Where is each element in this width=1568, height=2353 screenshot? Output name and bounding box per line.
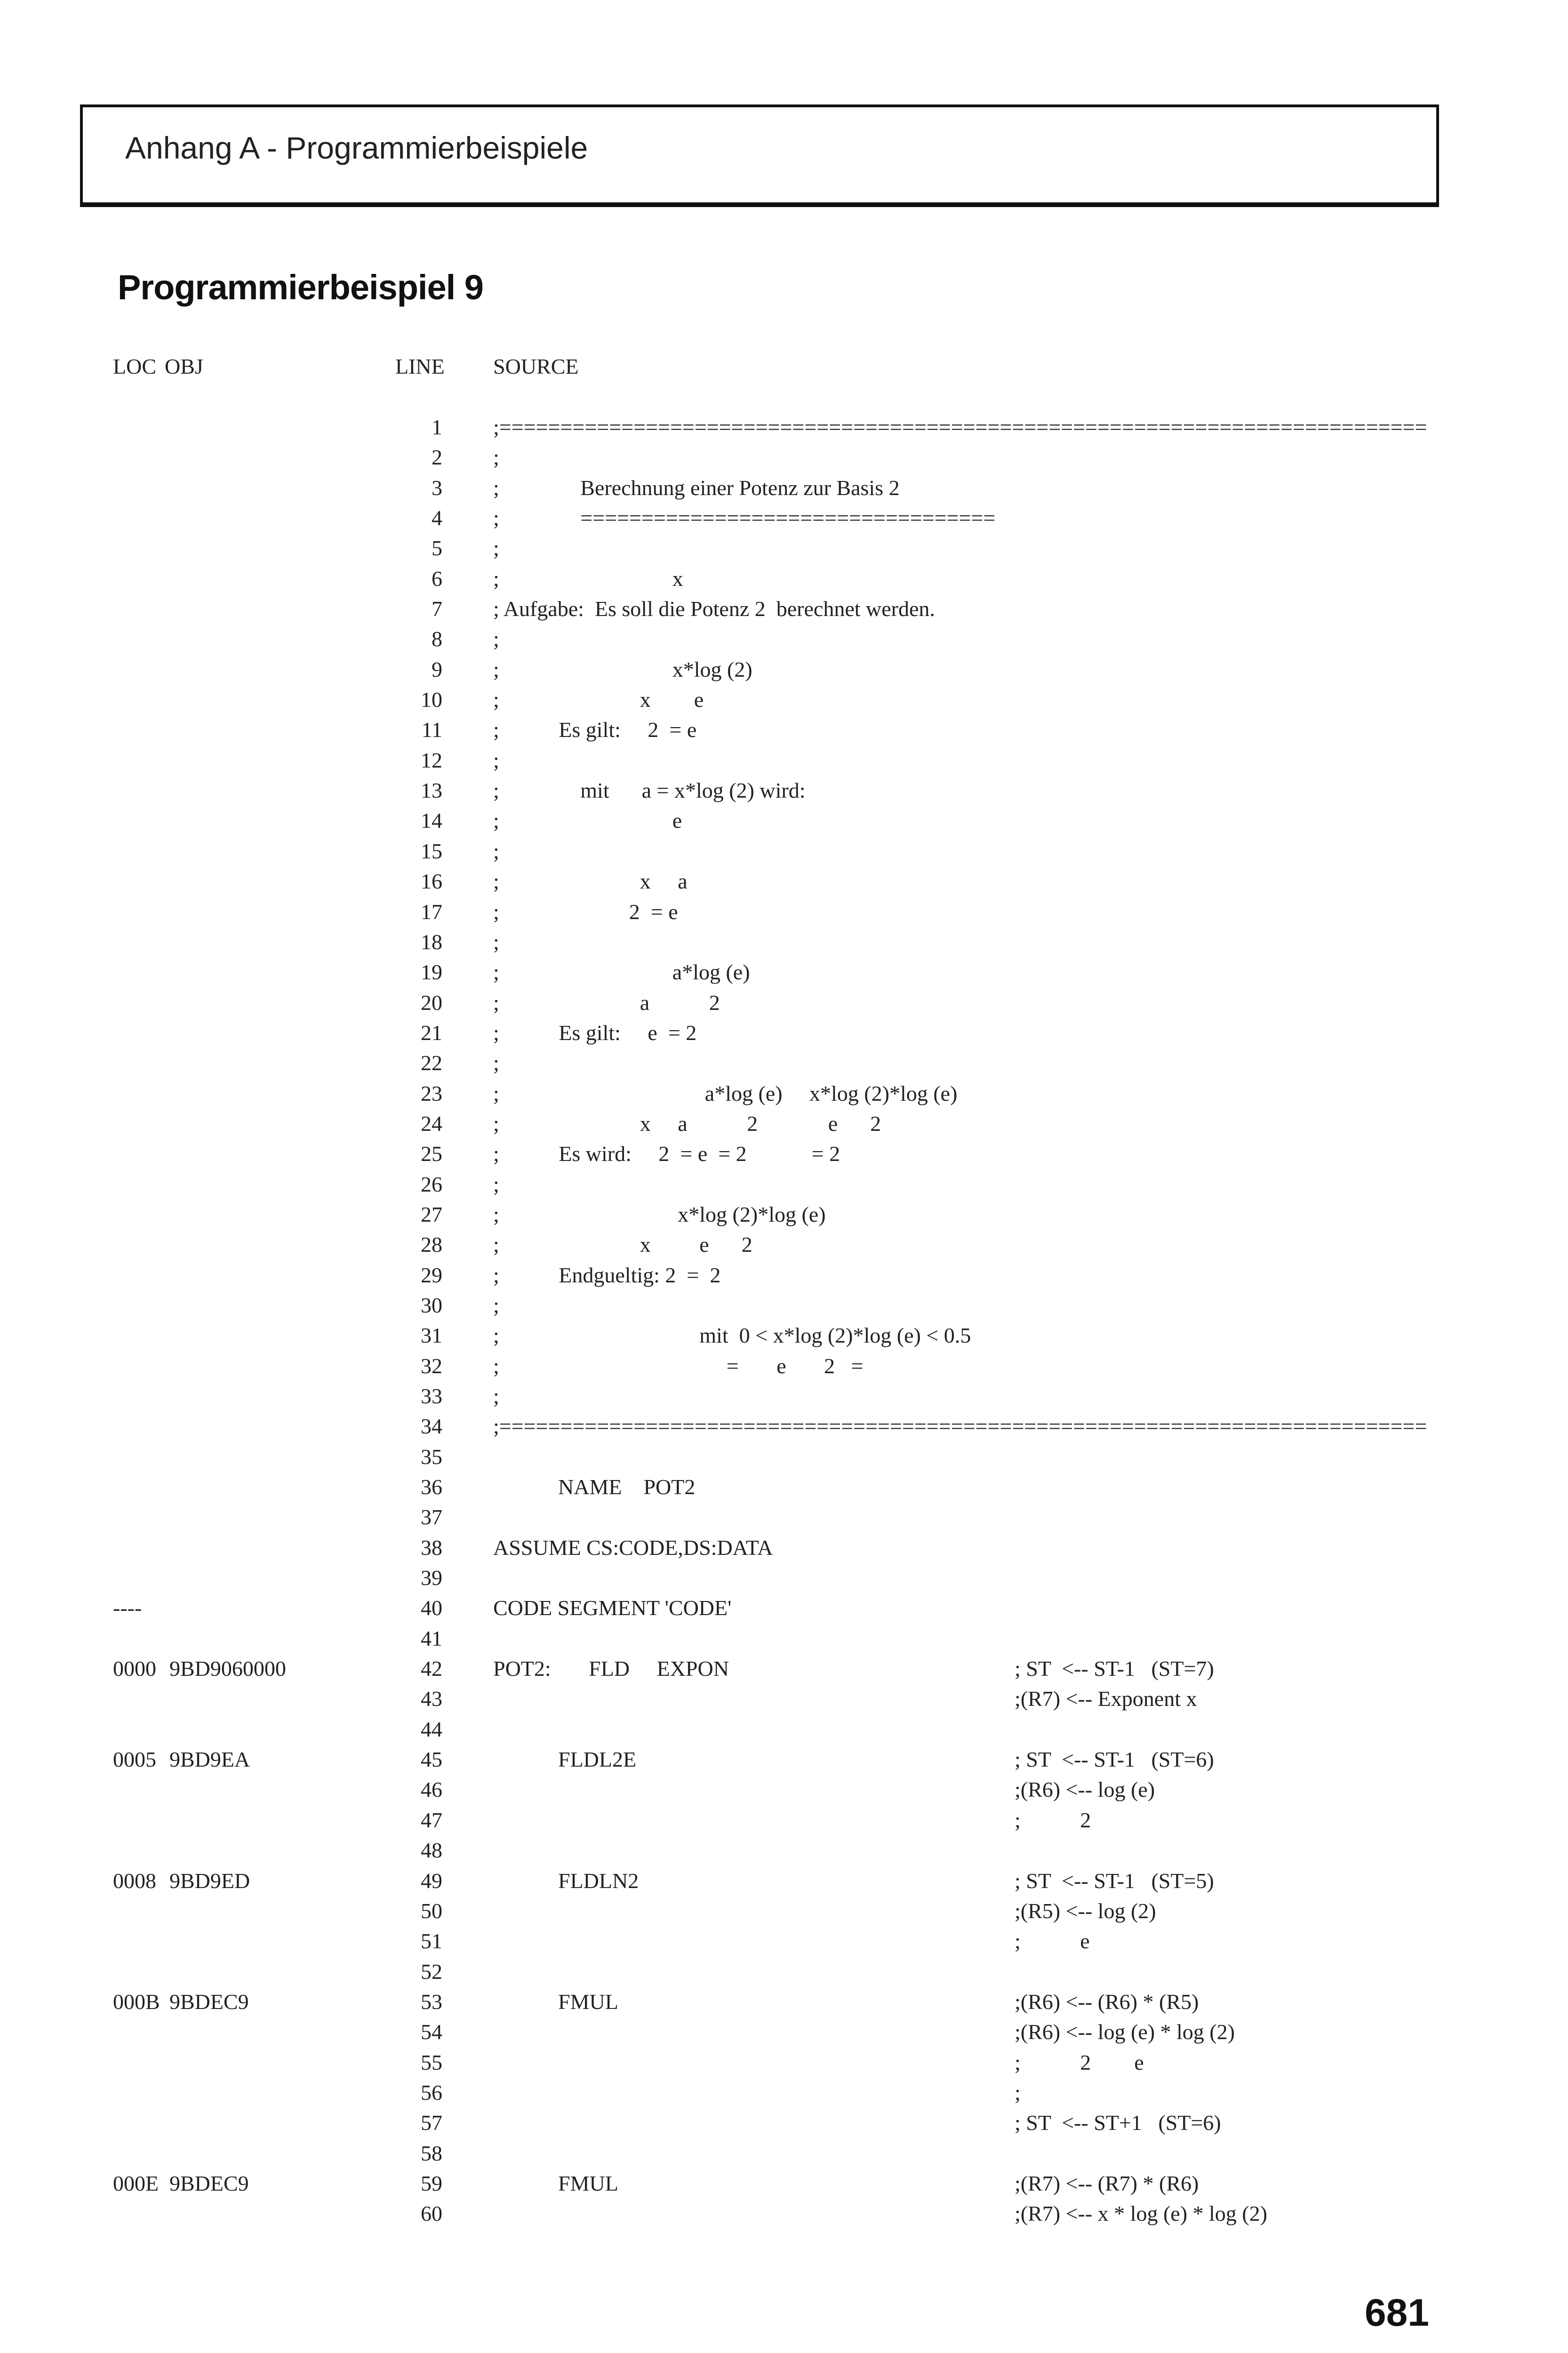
- line-number: 5: [432, 536, 442, 560]
- code-comment: ; 2 e: [1015, 2050, 1144, 2074]
- line-number: 18: [421, 929, 442, 954]
- listing-row: [0, 927, 1568, 957]
- listing-row: [0, 1896, 1568, 1926]
- listing-row: [0, 2108, 1568, 2138]
- line-number: 38: [421, 1535, 442, 1560]
- line-number: 1: [432, 415, 442, 439]
- source-code: ; x a: [493, 869, 688, 894]
- line-number: 37: [421, 1505, 442, 1529]
- listing-row: [0, 1714, 1568, 1745]
- listing-row: [0, 1502, 1568, 1532]
- obj-cell: 9BDEC9: [169, 2171, 249, 2195]
- line-number: 52: [421, 1959, 442, 1984]
- listing-row: [0, 685, 1568, 715]
- listing-row: [0, 2169, 1568, 2199]
- listing-row: [0, 655, 1568, 685]
- code-listing: [0, 412, 1568, 2229]
- source-code: ; mit 0 < x*log (2)*log (e) < 0.5: [493, 1323, 971, 1348]
- header-title: Anhang A - Programmierbeispiele: [125, 130, 588, 165]
- line-number: 35: [421, 1444, 442, 1469]
- listing-row: [0, 1866, 1568, 1896]
- line-number: 45: [421, 1747, 442, 1772]
- source-code: ; Es gilt: e = 2: [493, 1020, 697, 1045]
- source-code: ; Endgueltig: 2 = 2: [493, 1263, 721, 1287]
- line-number: 55: [421, 2050, 442, 2074]
- source-code: ;: [493, 1172, 499, 1196]
- code-comment: ;(R6) <-- log (e): [1015, 1777, 1155, 1802]
- line-number: 33: [421, 1384, 442, 1408]
- line-number: 54: [421, 2020, 442, 2044]
- source-code: ; x: [493, 566, 683, 591]
- line-number: 4: [432, 506, 442, 530]
- line-number: 56: [421, 2080, 442, 2105]
- listing-row: [0, 1654, 1568, 1684]
- listing-row: [0, 1957, 1568, 1987]
- listing-row: [0, 1018, 1568, 1048]
- code-comment: ; ST <-- ST-1 (ST=7): [1015, 1657, 1214, 1681]
- line-number: 59: [421, 2171, 442, 2195]
- line-number: 60: [421, 2201, 442, 2226]
- source-code: ;: [493, 839, 499, 863]
- listing-row: [0, 503, 1568, 533]
- line-number: 48: [421, 1838, 442, 1863]
- source-code: ; ==================================: [493, 506, 996, 530]
- listing-row: [0, 1139, 1568, 1169]
- listing-row: [0, 715, 1568, 745]
- line-number: 24: [421, 1111, 442, 1136]
- listing-row: [0, 897, 1568, 927]
- code-comment: ;(R5) <-- log (2): [1015, 1898, 1156, 1923]
- code-comment: ;(R7) <-- x * log (e) * log (2): [1015, 2201, 1267, 2226]
- loc-cell: ----: [113, 1596, 142, 1620]
- column-header-obj: OBJ: [165, 354, 203, 378]
- code-comment: ; ST <-- ST+1 (ST=6): [1015, 2111, 1221, 2135]
- source-code: ; x*log (2)*log (e): [493, 1202, 826, 1226]
- source-code: ;: [493, 536, 499, 560]
- line-number: 15: [421, 839, 442, 863]
- line-number: 47: [421, 1808, 442, 1832]
- code-comment: ; ST <-- ST-1 (ST=6): [1015, 1747, 1214, 1772]
- source-code: ; e: [493, 808, 682, 833]
- source-code: ;: [493, 445, 499, 470]
- line-number: 30: [421, 1293, 442, 1317]
- source-code: ;: [493, 1051, 499, 1075]
- source-code: ; x e 2: [493, 1233, 752, 1257]
- listing-row: [0, 442, 1568, 472]
- source-code: ; = e 2 =: [493, 1353, 864, 1378]
- line-number: 23: [421, 1081, 442, 1105]
- source-code: ;: [493, 748, 499, 772]
- listing-row: [0, 1593, 1568, 1623]
- listing-row: [0, 1926, 1568, 1956]
- line-number: 51: [421, 1929, 442, 1953]
- listing-row: [0, 2048, 1568, 2078]
- line-number: 22: [421, 1051, 442, 1075]
- listing-row: [0, 1169, 1568, 1200]
- source-code: ; a*log (e): [493, 960, 750, 984]
- obj-cell: 9BD9ED: [169, 1868, 250, 1893]
- line-number: 36: [421, 1475, 442, 1499]
- line-number: 11: [421, 718, 442, 742]
- listing-row: [0, 1351, 1568, 1381]
- line-number: 10: [421, 688, 442, 712]
- listing-row: [0, 2138, 1568, 2169]
- code-comment: ; e: [1015, 1929, 1090, 1953]
- code-comment: ;: [1015, 2080, 1021, 2105]
- line-number: 25: [421, 1142, 442, 1166]
- source-code: ;: [493, 1384, 499, 1408]
- page-number: 681: [1365, 2291, 1429, 2334]
- source-code: ; Es wird: 2 = e = 2 = 2: [493, 1142, 840, 1166]
- loc-cell: 0005: [113, 1747, 156, 1772]
- listing-row: [0, 1260, 1568, 1290]
- source-code: ; a*log (e) x*log (2)*log (e): [493, 1081, 958, 1105]
- line-number: 40: [421, 1596, 442, 1620]
- listing-row: [0, 1321, 1568, 1351]
- line-number: 58: [421, 2141, 442, 2165]
- source-code: ;: [493, 929, 499, 954]
- source-code: POT2: FLD EXPON: [493, 1657, 729, 1681]
- listing-row: [0, 988, 1568, 1018]
- line-number: 49: [421, 1868, 442, 1893]
- obj-cell: 9BDEC9: [169, 1989, 249, 2014]
- listing-row: [0, 1442, 1568, 1472]
- listing-row: [0, 1533, 1568, 1563]
- listing-row: [0, 745, 1568, 776]
- line-number: 32: [421, 1353, 442, 1378]
- source-code: ; x*log (2): [493, 657, 752, 681]
- column-header-loc: LOC: [113, 354, 156, 378]
- section-title: Programmierbeispiel 9: [118, 268, 483, 307]
- source-code: ; mit a = x*log (2) wird:: [493, 778, 806, 803]
- source-code: FLDLN2: [493, 1868, 639, 1893]
- obj-cell: 9BD9EA: [169, 1747, 250, 1772]
- code-comment: ;(R7) <-- Exponent x: [1015, 1687, 1197, 1711]
- line-number: 3: [432, 475, 442, 500]
- line-number: 21: [421, 1020, 442, 1045]
- page-header: [80, 104, 1439, 207]
- listing-row: [0, 866, 1568, 896]
- code-comment: ;(R6) <-- log (e) * log (2): [1015, 2020, 1235, 2044]
- line-number: 19: [421, 960, 442, 984]
- source-code: CODE SEGMENT 'CODE': [493, 1596, 732, 1620]
- listing-row: [0, 594, 1568, 624]
- line-number: 46: [421, 1777, 442, 1802]
- line-number: 44: [421, 1717, 442, 1741]
- listing-row: [0, 1200, 1568, 1230]
- listing-row: [0, 1624, 1568, 1654]
- listing-row: [0, 1805, 1568, 1835]
- source-code: FMUL: [493, 1989, 618, 2014]
- line-number: 42: [421, 1657, 442, 1681]
- line-number: 14: [421, 808, 442, 833]
- listing-row: [0, 1230, 1568, 1260]
- code-comment: ;(R7) <-- (R7) * (R6): [1015, 2171, 1199, 2195]
- listing-row: [0, 2017, 1568, 2047]
- source-code: ; Aufgabe: Es soll die Potenz 2 berechnet werden.: [493, 597, 935, 621]
- listing-row: [0, 473, 1568, 503]
- listing-row: [0, 1381, 1568, 1411]
- line-number: 16: [421, 869, 442, 894]
- line-number: 50: [421, 1898, 442, 1923]
- source-code: ASSUME CS:CODE,DS:DATA: [493, 1535, 773, 1560]
- listing-row: [0, 1079, 1568, 1109]
- line-number: 28: [421, 1233, 442, 1257]
- listing-row: [0, 1472, 1568, 1502]
- listing-row: [0, 412, 1568, 442]
- line-number: 43: [421, 1687, 442, 1711]
- line-number: 7: [432, 597, 442, 621]
- source-code: ;============================================================================: [493, 415, 1427, 439]
- source-code: ; 2 = e: [493, 899, 678, 924]
- source-code: ; x a 2 e 2: [493, 1111, 881, 1136]
- loc-cell: 0000: [113, 1657, 156, 1681]
- obj-cell: 9BD9060000: [169, 1657, 286, 1681]
- listing-row: [0, 1290, 1568, 1321]
- listing-row: [0, 2078, 1568, 2108]
- line-number: 8: [432, 627, 442, 651]
- listing-row: [0, 1048, 1568, 1078]
- line-number: 29: [421, 1263, 442, 1287]
- listing-row: [0, 1745, 1568, 1775]
- loc-cell: 000B: [113, 1989, 160, 2014]
- listing-row: [0, 1835, 1568, 1865]
- line-number: 34: [421, 1414, 442, 1439]
- line-number: 12: [421, 748, 442, 772]
- line-number: 53: [421, 1989, 442, 2014]
- line-number: 2: [432, 445, 442, 470]
- line-number: 20: [421, 990, 442, 1015]
- line-number: 6: [432, 566, 442, 591]
- code-comment: ; ST <-- ST-1 (ST=5): [1015, 1868, 1214, 1893]
- code-comment: ; 2: [1015, 1808, 1091, 1832]
- source-code: ; Berechnung einer Potenz zur Basis 2: [493, 475, 900, 500]
- listing-row: [0, 957, 1568, 987]
- listing-row: [0, 1684, 1568, 1714]
- listing-row: [0, 1563, 1568, 1593]
- source-code: ;============================================================================: [493, 1414, 1427, 1439]
- line-number: 17: [421, 899, 442, 924]
- listing-row: [0, 1411, 1568, 1441]
- source-code: ;: [493, 627, 499, 651]
- source-code: FMUL: [493, 2171, 618, 2195]
- line-number: 57: [421, 2111, 442, 2135]
- source-code: ; a 2: [493, 990, 720, 1015]
- listing-row: [0, 776, 1568, 806]
- listing-row: [0, 836, 1568, 866]
- listing-row: [0, 533, 1568, 563]
- listing-row: [0, 2199, 1568, 2229]
- line-number: 41: [421, 1626, 442, 1650]
- listing-row: [0, 624, 1568, 654]
- line-number: 13: [421, 778, 442, 803]
- source-code: FLDL2E: [493, 1747, 637, 1772]
- source-code: ; x e: [493, 688, 704, 712]
- listing-row: [0, 564, 1568, 594]
- line-number: 27: [421, 1202, 442, 1226]
- listing-row: [0, 1109, 1568, 1139]
- line-number: 26: [421, 1172, 442, 1196]
- line-number: 9: [432, 657, 442, 681]
- source-code: ;: [493, 1293, 499, 1317]
- listing-row: [0, 806, 1568, 836]
- source-code: NAME POT2: [493, 1475, 696, 1499]
- code-comment: ;(R6) <-- (R6) * (R5): [1015, 1989, 1199, 2014]
- listing-row: [0, 1987, 1568, 2017]
- loc-cell: 0008: [113, 1868, 156, 1893]
- line-number: 31: [421, 1323, 442, 1348]
- line-number: 39: [421, 1566, 442, 1590]
- loc-cell: 000E: [113, 2171, 159, 2195]
- column-header-source: SOURCE: [493, 354, 579, 378]
- listing-row: [0, 1775, 1568, 1805]
- column-header-line: LINE: [395, 354, 445, 378]
- source-code: ; Es gilt: 2 = e: [493, 718, 697, 742]
